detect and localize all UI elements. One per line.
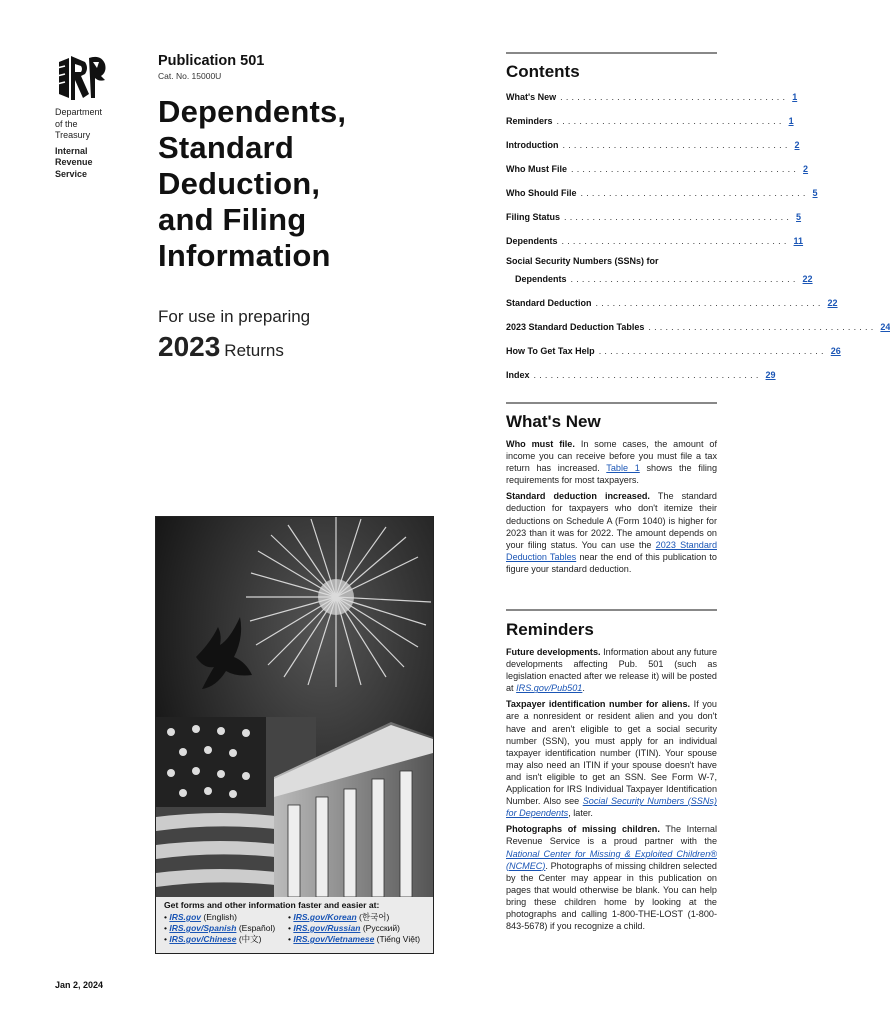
agency-line: Service bbox=[55, 168, 88, 179]
run-in-heading: Taxpayer identification number for aliens. bbox=[506, 699, 691, 710]
pub501-link[interactable]: IRS.gov/Pub501 bbox=[516, 683, 583, 694]
paragraph bbox=[506, 646, 717, 694]
publication-number: Publication 501 bbox=[158, 53, 265, 69]
toc-item-introduction[interactable] bbox=[506, 136, 800, 160]
toc-leader: ........................................ bbox=[533, 370, 762, 380]
toc-page-link[interactable]: 22 bbox=[827, 298, 838, 308]
section-rule bbox=[506, 402, 717, 404]
language-label: (Español) bbox=[238, 923, 276, 933]
toc-label: Who Should File bbox=[506, 188, 577, 198]
run-in-heading: Future developments. bbox=[506, 647, 601, 657]
toc-leader: ........................................ bbox=[648, 322, 877, 332]
paragraph bbox=[506, 438, 717, 486]
toc-item-dependents[interactable] bbox=[506, 232, 804, 256]
body-text: , later. bbox=[568, 808, 593, 819]
toc-leader: ........................................ bbox=[570, 274, 799, 284]
body-text: near the end of this publication to figure your standard deduction. bbox=[506, 551, 717, 574]
toc-page-link[interactable]: 2 bbox=[803, 164, 809, 174]
toc-label: Reminders bbox=[506, 116, 553, 126]
agency-line: Internal bbox=[55, 145, 88, 156]
toc-page-link[interactable]: 5 bbox=[812, 188, 818, 198]
toc-item-who-should-file[interactable] bbox=[506, 184, 818, 208]
contents-heading: Contents bbox=[506, 62, 580, 81]
toc-item-index[interactable] bbox=[506, 366, 776, 390]
table-of-contents bbox=[506, 88, 890, 390]
body-text: Information about any future developments affecting Pub. 501 (such as legislation enacted after we release it) will be posted at bbox=[506, 647, 717, 694]
promo-links-right bbox=[288, 912, 421, 945]
deduction-tables-link[interactable]: 2023 Standard Deduction Tables bbox=[506, 539, 717, 562]
body-text: The standard deduction for taxpayers who don't itemize their deductions on Schedule A (Form 1040) is higher for 2023 than it was for 2022. The amount depends on your filing status. You can use the bbox=[506, 491, 717, 550]
irs-link[interactable]: IRS.gov/Spanish bbox=[169, 923, 237, 933]
table-1-link[interactable]: Table 1 bbox=[606, 463, 640, 474]
department-line: of the bbox=[55, 118, 78, 129]
toc-label: Introduction bbox=[506, 140, 559, 150]
title-line: Standard bbox=[158, 130, 294, 165]
reminders-body bbox=[506, 646, 717, 936]
irs-link[interactable]: IRS.gov/Korean bbox=[293, 912, 357, 922]
toc-item-tax-help[interactable] bbox=[506, 342, 841, 366]
promo-heading: Get forms and other information faster and easier at: bbox=[164, 900, 380, 910]
language-label: (Pусский) bbox=[362, 923, 401, 933]
title-line: and Filing bbox=[158, 202, 307, 237]
body-text: . Photographs of missing children selected by the Center may appear in this publication on pages that would otherwise be blank. You can help bring these children home by looking at the photographs and calling 1-800-THE-LOST (1-800-843-5678) if you recognize a child. bbox=[506, 860, 717, 932]
language-label: (Tiếng Việt) bbox=[376, 934, 421, 944]
toc-leader: ........................................ bbox=[556, 116, 785, 126]
irs-link[interactable]: IRS.gov/Russian bbox=[293, 923, 361, 933]
agency-line: Revenue bbox=[55, 157, 93, 167]
toc-label: 2023 Standard Deduction Tables bbox=[506, 322, 645, 332]
toc-item-who-must-file[interactable] bbox=[506, 160, 809, 184]
body-text: The Internal Revenue Service is a proud partner with the bbox=[506, 824, 717, 847]
use-line: For use in preparing bbox=[158, 307, 311, 326]
department-line: Treasury bbox=[55, 130, 91, 140]
department-block bbox=[55, 107, 102, 180]
toc-leader: ........................................ bbox=[571, 164, 800, 174]
body-text: . bbox=[582, 683, 585, 694]
toc-leader: ........................................ bbox=[562, 140, 791, 150]
reminders-heading: Reminders bbox=[506, 620, 594, 639]
bullet: • bbox=[288, 934, 291, 944]
bullet: • bbox=[288, 912, 291, 922]
toc-leader: ........................................ bbox=[564, 212, 793, 222]
ssn-section-link[interactable]: Social Security Numbers (SSNs) for Dependents bbox=[506, 796, 717, 819]
page-title bbox=[158, 94, 458, 274]
language-label: (English) bbox=[203, 912, 237, 922]
toc-page-link[interactable]: 22 bbox=[802, 274, 813, 284]
toc-label: Dependents bbox=[506, 236, 558, 246]
whats-new-body bbox=[506, 438, 717, 579]
section-rule bbox=[506, 52, 717, 54]
toc-item-whats-new[interactable] bbox=[506, 88, 798, 112]
toc-label: Filing Status bbox=[506, 212, 560, 222]
toc-label: Who Must File bbox=[506, 164, 567, 174]
promo-links-left bbox=[164, 912, 288, 945]
paragraph bbox=[506, 698, 717, 819]
toc-leader: ........................................ bbox=[598, 346, 827, 356]
ncmec-link[interactable]: National Center for Missing & Exploited Children® (NCMEC) bbox=[506, 848, 717, 871]
toc-item-filing-status[interactable] bbox=[506, 208, 802, 232]
toc-item-standard-deduction[interactable] bbox=[506, 294, 838, 318]
toc-page-link[interactable]: 24 bbox=[880, 322, 890, 332]
cover-illustration bbox=[155, 516, 434, 954]
run-in-heading: Who must file. bbox=[506, 439, 575, 449]
catalog-number: Cat. No. 15000U bbox=[158, 71, 222, 81]
paragraph bbox=[506, 490, 717, 575]
section-rule bbox=[506, 609, 717, 611]
bullet: • bbox=[164, 923, 167, 933]
whats-new-heading: What's New bbox=[506, 412, 601, 431]
toc-label: Index bbox=[506, 370, 530, 380]
run-in-heading: Standard deduction increased. bbox=[506, 491, 650, 502]
toc-page-link[interactable]: 2 bbox=[794, 140, 800, 150]
toc-label: How To Get Tax Help bbox=[506, 346, 595, 356]
department-line: Department bbox=[55, 107, 103, 117]
tax-year-suffix: Returns bbox=[224, 341, 284, 360]
toc-page-link[interactable]: 1 bbox=[792, 92, 798, 102]
irs-link[interactable]: IRS.gov/Chinese bbox=[169, 934, 237, 944]
toc-label: What's New bbox=[506, 92, 557, 102]
body-text: shows the filing requirements for most taxpayers. bbox=[506, 463, 717, 486]
title-line: Dependents, bbox=[158, 94, 347, 129]
toc-page-link[interactable]: 1 bbox=[788, 116, 794, 126]
toc-page-link[interactable]: 5 bbox=[796, 212, 802, 222]
toc-item-ssns-for-dependents[interactable] bbox=[506, 256, 813, 294]
toc-leader: ........................................ bbox=[560, 92, 789, 102]
body-text: In some cases, the amount of income you can receive before you must file a tax return has increased. bbox=[506, 439, 718, 474]
toc-label-continued: Dependents bbox=[515, 274, 567, 284]
toc-page-link[interactable]: 29 bbox=[765, 370, 776, 380]
promo-box bbox=[156, 897, 433, 953]
title-line: Information bbox=[158, 238, 331, 273]
title-line: Deduction, bbox=[158, 166, 321, 201]
bullet: • bbox=[164, 912, 167, 922]
toc-page-link[interactable]: 26 bbox=[830, 346, 841, 356]
language-label: (한국어) bbox=[359, 912, 390, 922]
tax-year-line bbox=[158, 331, 284, 363]
tax-year: 2023 bbox=[158, 331, 221, 362]
run-in-heading: Photographs of missing children. bbox=[506, 824, 660, 835]
paragraph bbox=[506, 823, 717, 932]
body-text: If you are a nonresident or resident alien and you don't have and aren't eligible to get a social security number (SSN), you must apply for an individual taxpayer identification number (ITIN). Your spouse may also need an ITIN if your spouse doesn't have and isn't eligible to get an SSN. See Form W-7, Application for IRS Individual Taxpayer Identification Number. Also see bbox=[506, 699, 717, 807]
bullet: • bbox=[288, 923, 291, 933]
toc-page-link[interactable]: 11 bbox=[793, 236, 804, 246]
irs-link[interactable]: IRS.gov bbox=[169, 912, 202, 922]
toc-label: Social Security Numbers (SSNs) for bbox=[506, 256, 659, 266]
toc-label: Standard Deduction bbox=[506, 298, 592, 308]
bullet: • bbox=[164, 934, 167, 944]
irs-link[interactable]: IRS.gov/Vietnamese bbox=[293, 934, 375, 944]
toc-item-reminders[interactable] bbox=[506, 112, 794, 136]
toc-leader: ........................................ bbox=[561, 236, 790, 246]
toc-item-deduction-tables[interactable] bbox=[506, 318, 890, 342]
revision-date: Jan 2, 2024 bbox=[55, 980, 104, 990]
toc-leader: ........................................ bbox=[580, 188, 809, 198]
irs-eagle-logo bbox=[55, 54, 109, 102]
fireworks-eagle-flag-image bbox=[156, 517, 433, 897]
toc-leader: ........................................ bbox=[595, 298, 824, 308]
language-label: (中文) bbox=[238, 934, 262, 944]
